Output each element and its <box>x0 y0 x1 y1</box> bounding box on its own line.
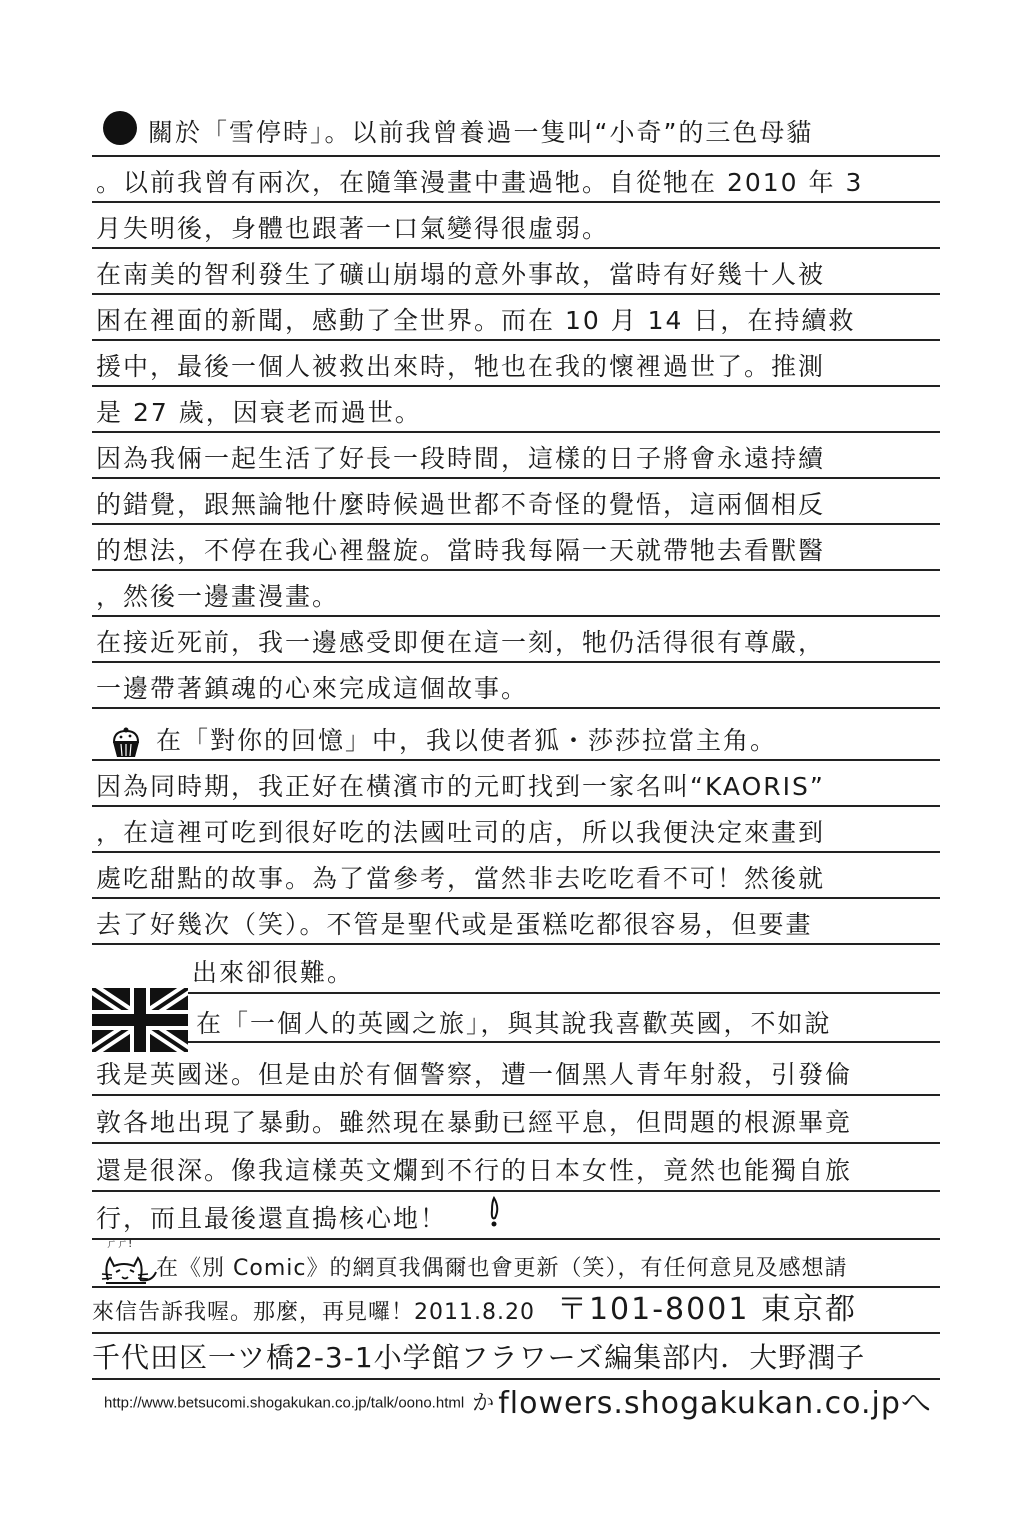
rule <box>92 247 940 249</box>
cat-icon <box>100 1250 160 1288</box>
letter-line: 因為我倆一起生活了好長一段時間，這樣的日子將會永遠持續 <box>96 444 826 473</box>
letter-line: 在「對你的回憶」中，我以使者狐・莎莎拉當主角。 <box>156 726 778 755</box>
rule <box>92 897 940 899</box>
letter-line: 。以前我曾有兩次，在隨筆漫畫中畫過牠。自從牠在 2010 年 3 <box>96 168 864 197</box>
rule <box>92 759 940 761</box>
rule <box>92 615 940 617</box>
rule <box>92 1094 940 1096</box>
rule <box>92 477 940 479</box>
sign-off: 來信告訴我喔。那麼，再見囉！2011.8.20 <box>92 1300 535 1325</box>
rule <box>92 805 940 807</box>
rule <box>92 385 940 387</box>
letter-line: 行，而且最後還直搗核心地！ <box>96 1204 448 1233</box>
website-url: http://www.betsucomi.shogakukan.co.jp/talk/oono.html <box>104 1394 465 1412</box>
rule <box>92 851 940 853</box>
rule <box>92 523 940 525</box>
rule <box>92 1190 940 1192</box>
rule <box>92 1332 940 1334</box>
letter-line: 在《別 Comic》的網頁我偶爾也會更新（笑），有任何意見及感想請 <box>156 1256 848 1281</box>
rule <box>92 1142 940 1144</box>
letter-line: 在接近死前，我一邊感受即便在這一刻，牠仍活得很有尊嚴， <box>96 628 826 657</box>
letter-line: 在「一個人的英國之旅」，與其說我喜歡英國，不如說 <box>196 1009 832 1038</box>
footer-signoff-row <box>92 1290 940 1330</box>
rule <box>92 992 940 994</box>
letter-line: 因為同時期，我正好在橫濱市的元町找到一家名叫“KAORIS” <box>96 772 825 801</box>
rule <box>92 707 940 709</box>
rule <box>92 1041 940 1043</box>
cat-doodle <box>100 1238 160 1288</box>
rule <box>92 339 940 341</box>
letter-line: 出來卻很難。 <box>192 958 355 987</box>
conjunction: か <box>472 1390 495 1416</box>
letter-line: 的想法，不停在我心裡盤旋。當時我每隔一天就帶牠去看獸醫 <box>96 536 826 565</box>
postal-code: 〒101-8001 東京都 <box>556 1292 857 1327</box>
rule <box>92 155 940 157</box>
rule <box>92 431 940 433</box>
letter-line: 還是很深。像我這樣英文爛到不行的日本女性，竟然也能獨自旅 <box>96 1156 853 1185</box>
rule <box>92 1238 940 1240</box>
rule <box>92 293 940 295</box>
rule <box>92 661 940 663</box>
letter-line: ，在這裡可吃到很好吃的法國吐司的店，所以我便決定來畫到 <box>96 818 826 847</box>
union-jack-flag-icon <box>92 988 188 1052</box>
letter-line: ，然後一邊畫漫畫。 <box>96 582 340 611</box>
letter-line: 我是英國迷。但是由於有個警察，遭一個黑人青年射殺，引發倫 <box>96 1060 853 1089</box>
rule <box>92 1286 940 1288</box>
letter-line: 困在裡面的新聞，感動了全世界。而在 10 月 14 日，在持續救 <box>96 306 856 335</box>
email-address: flowers.shogakukan.co.jpへ <box>498 1385 932 1421</box>
letter-line: 關於「雪停時」。以前我曾養過一隻叫“小奇”的三色母貓 <box>148 118 814 147</box>
rule <box>92 1378 940 1380</box>
letter-line: 月失明後，身體也跟著一口氣變得很虛弱。 <box>96 214 610 243</box>
mailing-address: 千代田区一ツ橋2-3-1小学館フラワーズ編集部内．大野潤子 <box>92 1341 866 1374</box>
letter-line: 敦各地出現了暴動。雖然現在暴動已經平息，但問題的根源畢竟 <box>96 1108 853 1137</box>
black-dot-icon <box>100 108 140 148</box>
contact-row <box>104 1382 940 1424</box>
letter-line: 是 27 歲，因衰老而過世。 <box>96 398 422 427</box>
cat-caption: ㄏㄏ! <box>106 1237 133 1250</box>
rule <box>92 201 940 203</box>
cupcake-icon <box>108 726 144 760</box>
letter-line: 在南美的智利發生了礦山崩塌的意外事故，當時有好幾十人被 <box>96 260 826 289</box>
rule <box>92 569 940 571</box>
rule <box>92 943 940 945</box>
letter-line: 去了好幾次（笑）。不管是聖代或是蛋糕吃都很容易，但要畫 <box>96 910 813 939</box>
letter-line: 援中，最後一個人被救出來時，牠也在我的懷裡過世了。推測 <box>96 352 826 381</box>
letter-line: 的錯覺，跟無論牠什麼時候過世都不奇怪的覺悟，這兩個相反 <box>96 490 826 519</box>
letter-line: 一邊帶著鎮魂的心來完成這個故事。 <box>96 674 529 703</box>
letter-line: 處吃甜點的故事。為了當參考，當然非去吃吃看不可！然後就 <box>96 864 826 893</box>
